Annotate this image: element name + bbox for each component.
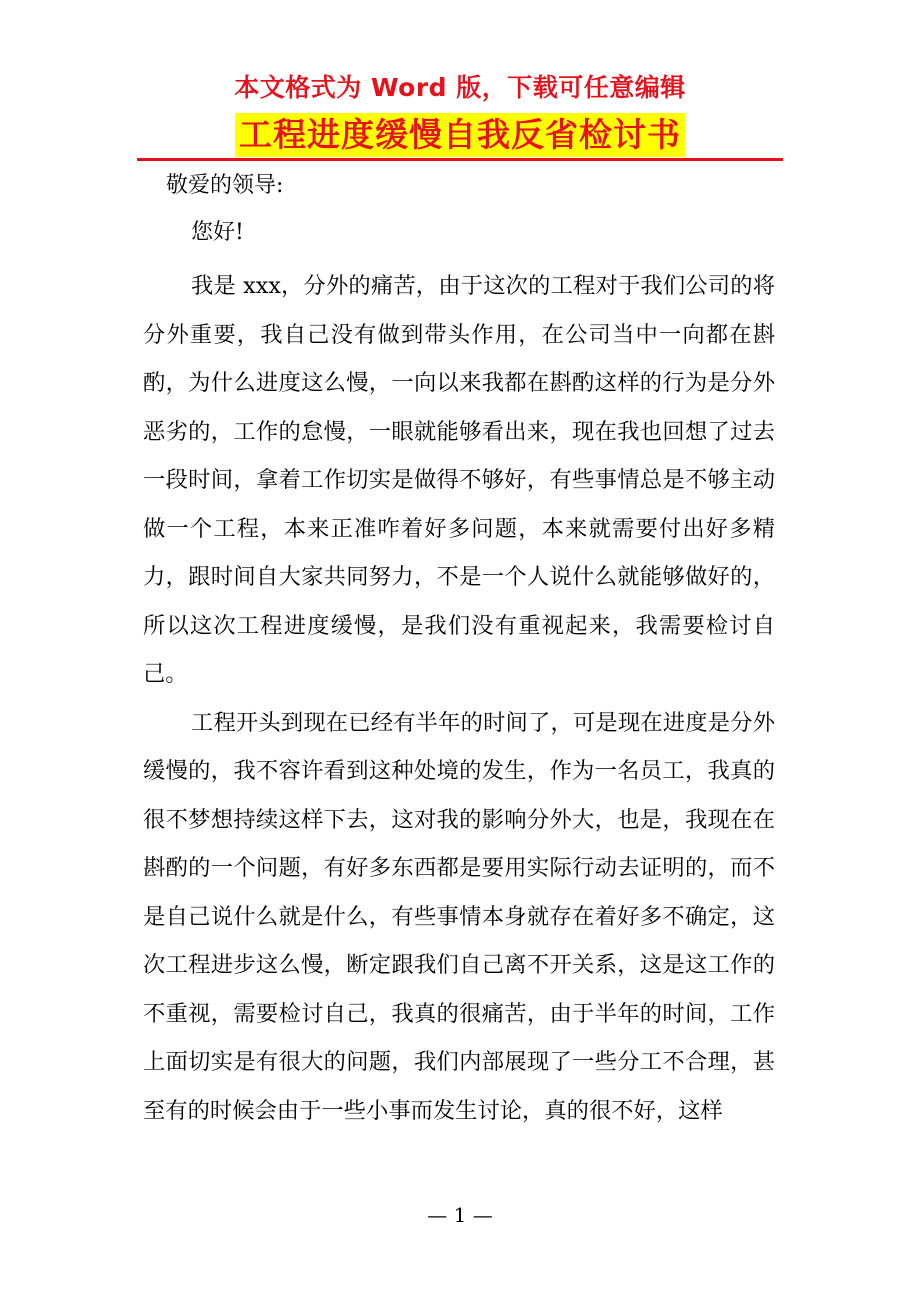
body-paragraph: 工程开头到现在已经有半年的时间了，可是现在进度是分外缓慢的，我不容许看到这种处境的发生，作为一名员工，我真的很不梦想持续这样下去，这对我的影响分外大，也是，我现在在斟酌的一个问题，有好多东西都是要用实际行动去证明的，而不是自己说什么就是什么，有些事情本身就存在着好多不确定，这次工程进步这么慢，断定跟我们自己离不开关系，这是这工作的不重视，需要检讨自己，我真的很痛苦，由于半年的时间，工作上面切实是有很大的问题，我们内部展现了一些分工不合理，甚至有的时候会由于一些小事而发生讨论，真的很不好，这样 — [143, 709, 775, 1124]
format-notice: 本文格式为 Word 版，下载可任意编辑 — [234, 73, 686, 102]
document-title: 工程进度缓慢自我反省检讨书 — [235, 113, 685, 157]
letter-body — [143, 262, 775, 1135]
page-number: — 1 — — [427, 1203, 493, 1227]
salutation: 敬爱的领导: — [166, 173, 284, 198]
title-container — [0, 113, 920, 157]
body-paragraph: 我是 xxx，分外的痛苦，由于这次的工程对于我们公司的将分外重要，我自己没有做到带头作用，在公司当中一向都在斟酌，为什么进度这么慢，一向以来我都在斟酌这样的行为是分外恶劣的，工作的怠慢，一眼就能够看出来，现在我也回想了过去一段时间，拿着工作切实是做得不够好，有些事情总是不够主动做一个工程，本来正准咋着好多问题，本来就需要付出好多精力，跟时间自大家共同努力，不是一个人说什么就能够做好的，所以这次工程进度缓慢，是我们没有重视起来，我需要检讨自己。 — [143, 273, 775, 687]
title-divider — [137, 158, 783, 161]
greeting: 您好! — [191, 220, 244, 245]
